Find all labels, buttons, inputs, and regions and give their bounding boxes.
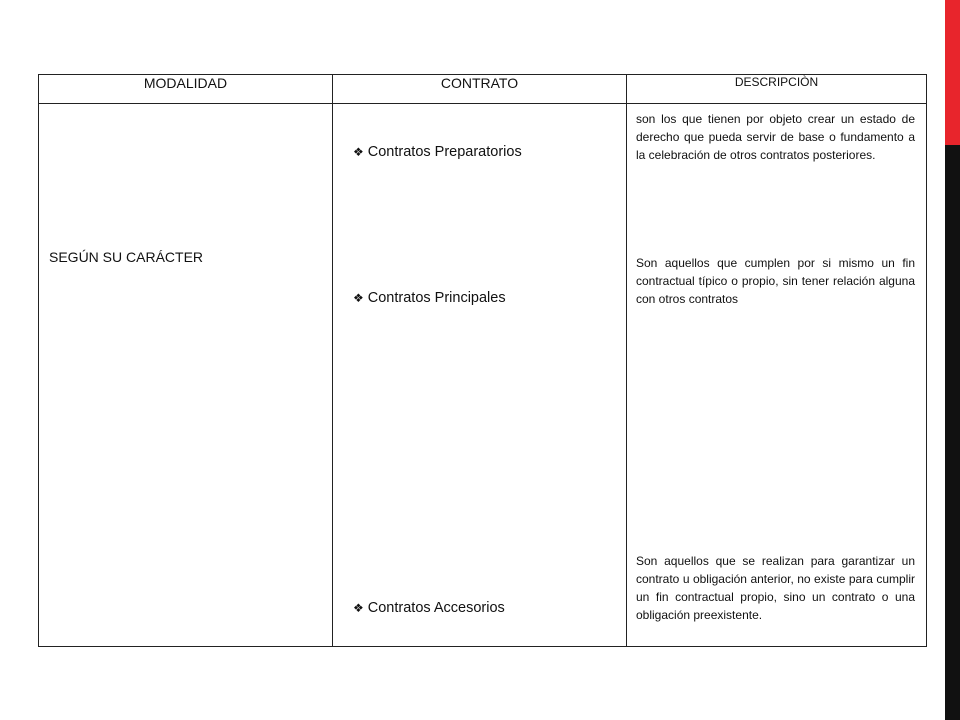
table-header-row xyxy=(39,75,927,104)
contract-label: Contratos Principales xyxy=(367,290,506,306)
diamond-bullet-icon: ❖ xyxy=(353,601,364,615)
diamond-bullet-icon: ❖ xyxy=(353,291,364,305)
header-contrato: CONTRATO xyxy=(333,75,627,104)
description-text: Son aquellos que cumplen por si mismo un fin contractual típico o propio, sin tener relación alguna con otros contratos xyxy=(636,256,915,306)
side-accent-bar xyxy=(945,0,960,720)
header-modalidad: MODALIDAD xyxy=(39,75,333,104)
contract-item xyxy=(353,290,506,306)
description-text: Son aquellos que se realizan para garantizar un contrato u obligación anterior, no existe para cumplir un fin contractual propio, sino un contrato o una obligación preexistente. xyxy=(636,554,915,622)
descripcion-cell xyxy=(627,104,927,647)
table-body-row xyxy=(39,104,927,647)
modalidad-text: SEGÚN SU CARÁCTER xyxy=(49,249,204,265)
contract-item xyxy=(353,600,505,616)
modalidad-cell xyxy=(39,104,333,647)
contract-item xyxy=(353,144,522,160)
contracts-table xyxy=(38,74,927,647)
diamond-bullet-icon: ❖ xyxy=(353,145,364,159)
contract-label: Contratos Preparatorios xyxy=(367,144,522,160)
side-accent-black xyxy=(945,145,960,720)
contract-label: Contratos Accesorios xyxy=(367,600,505,616)
contrato-cell xyxy=(333,104,627,647)
side-accent-red xyxy=(945,0,960,145)
description-text: son los que tienen por objeto crear un estado de derecho que pueda servir de base o fundamento a la celebración de otros contratos posteriores. xyxy=(636,112,915,162)
header-descripcion: DESCRIPCIÒN xyxy=(627,75,927,104)
